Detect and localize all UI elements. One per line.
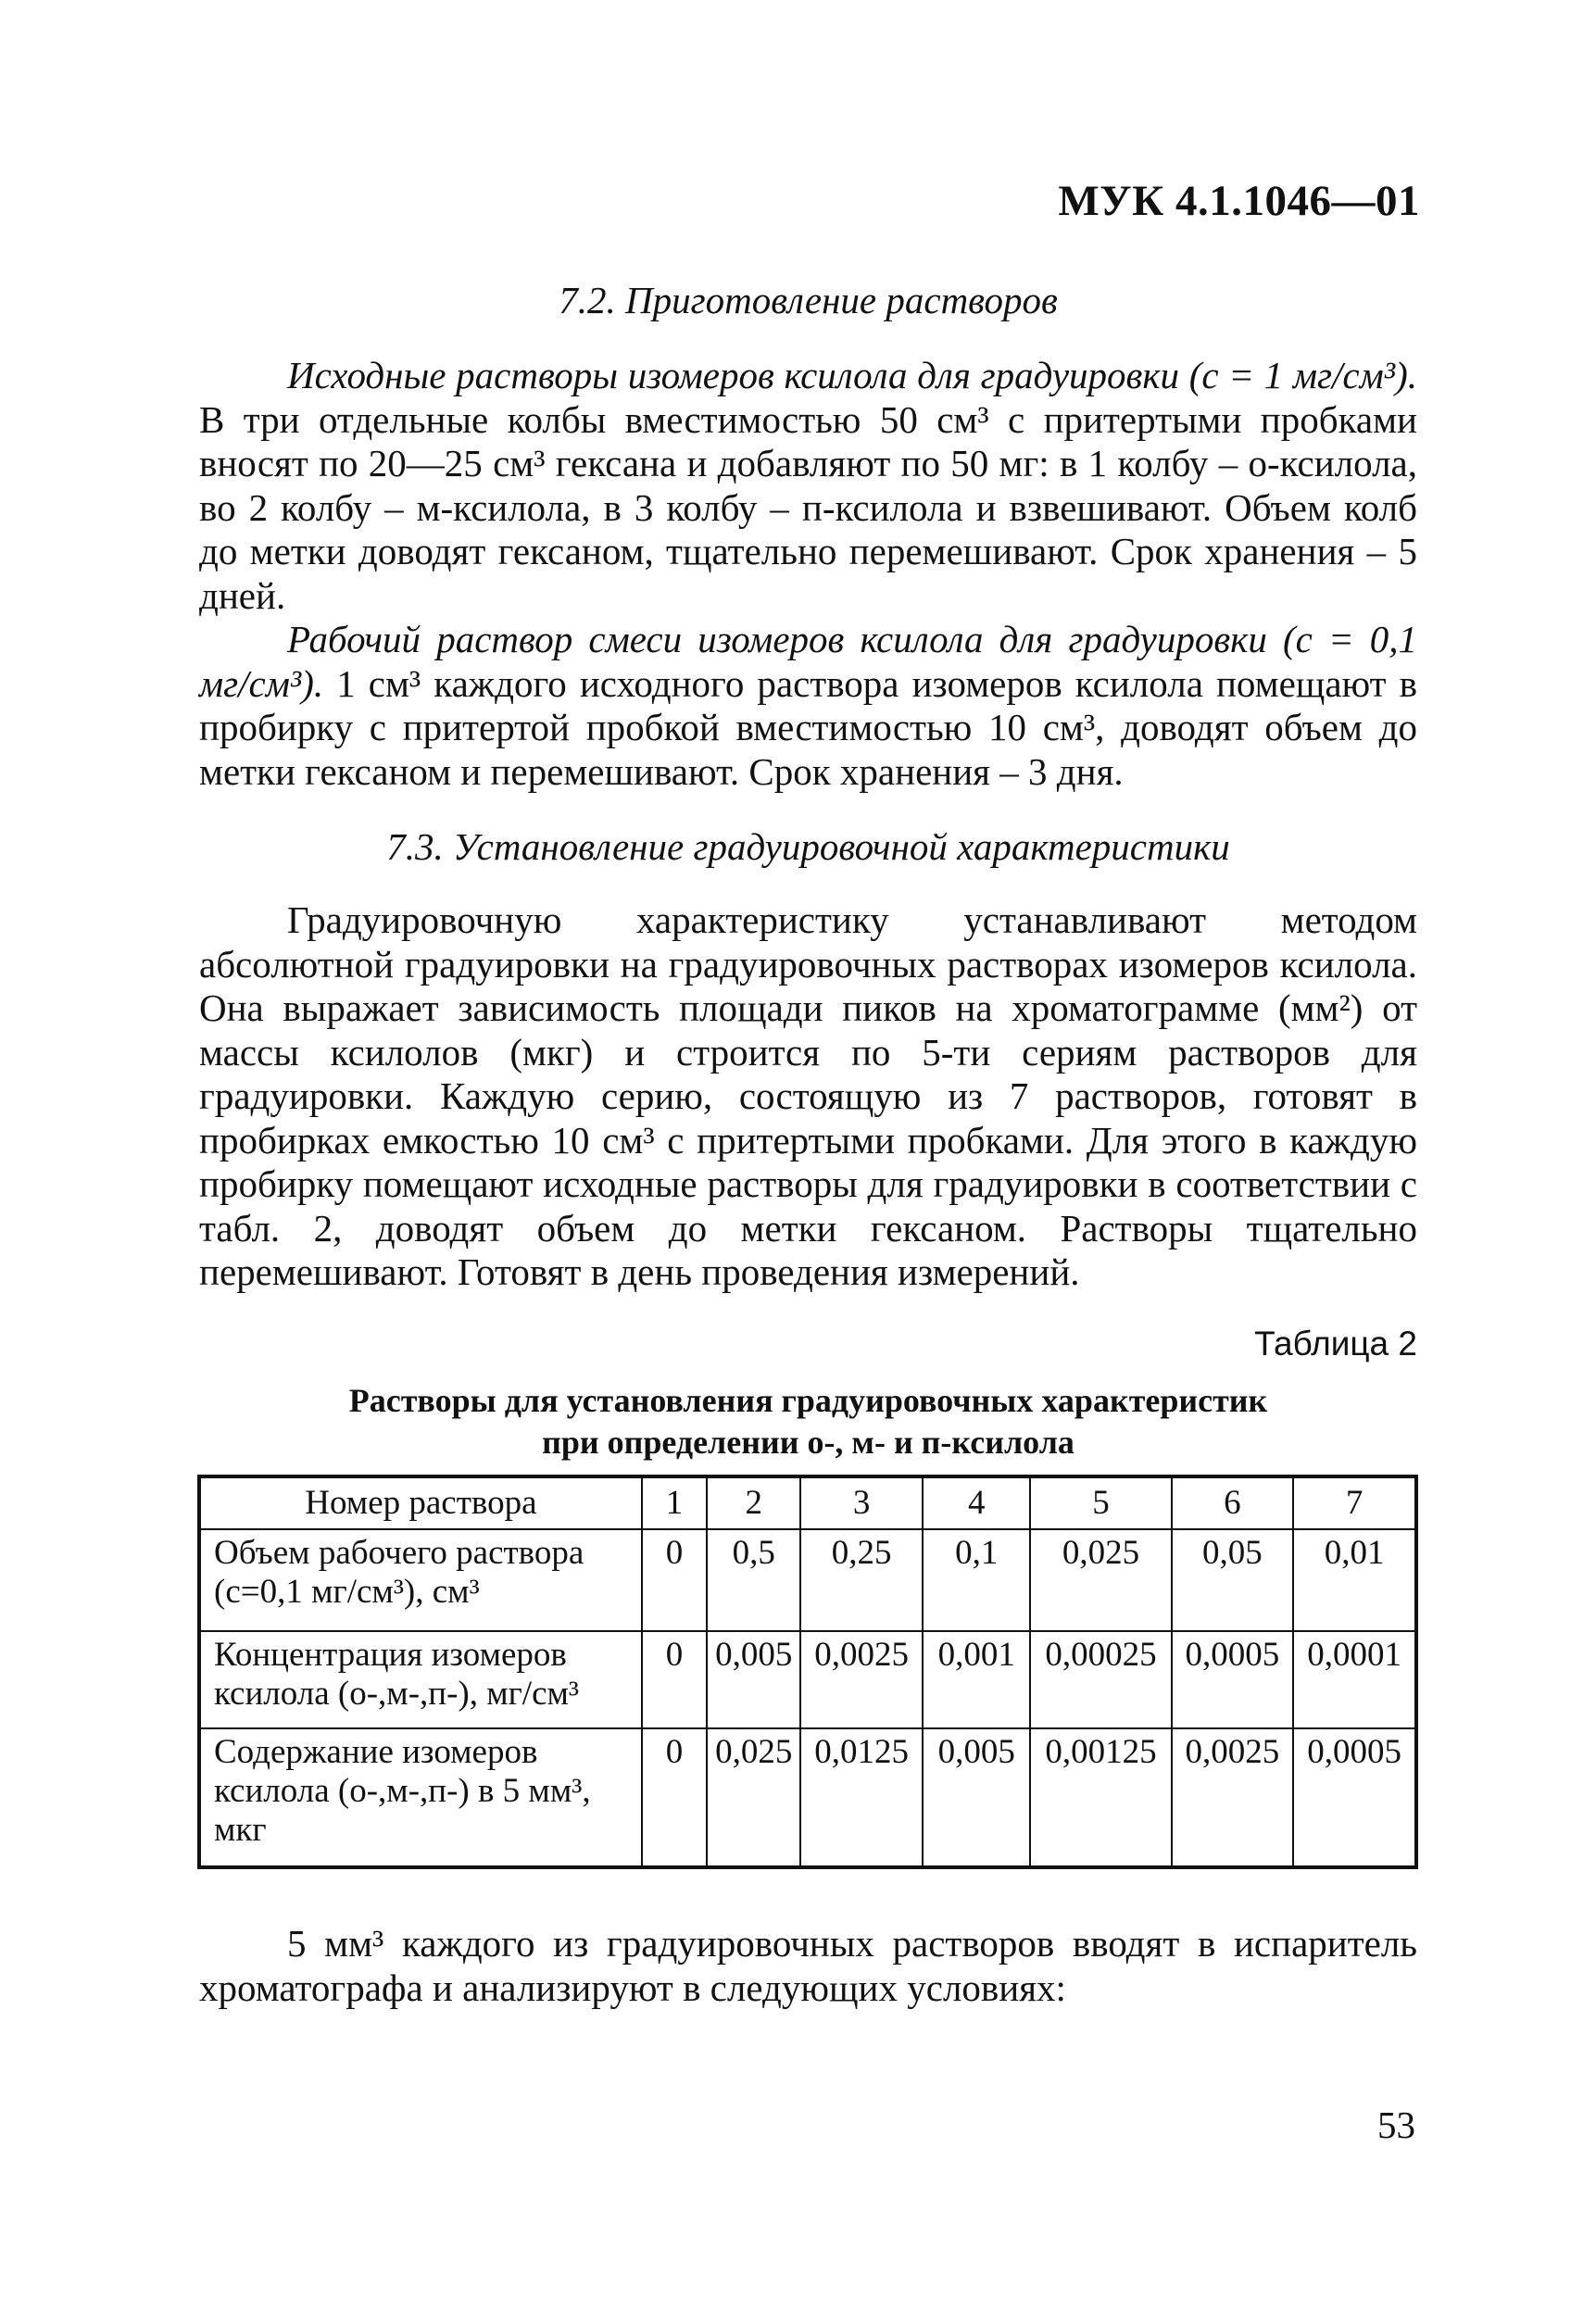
table-header-cell: 4 xyxy=(923,1476,1030,1529)
table-cell: 0,025 xyxy=(1030,1529,1171,1631)
table-cell: 0 xyxy=(642,1529,707,1631)
table-cell: 0,005 xyxy=(923,1728,1030,1867)
table-header-label: Номер раствора xyxy=(199,1476,642,1529)
table-header-cell: 7 xyxy=(1293,1476,1416,1529)
table-cell: 0,0005 xyxy=(1293,1728,1416,1867)
section-7-2 xyxy=(199,278,1417,794)
table-header-cell: 3 xyxy=(800,1476,923,1529)
stock-solutions-text: В три отдельные колбы вместимостью 50 см³ с притертыми пробками вносят по 20—25 см³ гексана и добавляют по 50 мг: в 1 колбу – о-ксилола, во 2 колбу – м-ксилола, в 3 колбу – п-ксилола и взвешивают. Объем колб до метки доводят гексаном, тщательно перемешивают. Срок хранения – 5 дней. xyxy=(199,397,1417,617)
table-header-row xyxy=(199,1476,1416,1529)
table-cell: 0,0001 xyxy=(1293,1631,1416,1728)
document-code: МУК 4.1.1046—01 xyxy=(1058,177,1420,225)
table-cell: 0,025 xyxy=(707,1728,800,1867)
table-cell: 0 xyxy=(642,1631,707,1728)
paragraph-working-solution xyxy=(199,618,1417,794)
calibration-solutions-table xyxy=(197,1475,1418,1869)
table-row-label: Концентрация изомеров ксилола (о-,м-,п-), мг/см³ xyxy=(199,1631,642,1728)
table-cell: 0,005 xyxy=(707,1631,800,1728)
working-solution-heading: Рабочий раствор смеси изомеров ксилола для градуировки (с = 0,1 мг/см³). xyxy=(199,618,1417,705)
table-cell: 0,0025 xyxy=(800,1631,923,1728)
table-cell: 0,0125 xyxy=(800,1728,923,1867)
table-cell: 0,00025 xyxy=(1030,1631,1171,1728)
section-title-7-2: 7.2. Приготовление растворов xyxy=(559,279,1058,321)
working-solution-text: 1 см³ каждого исходного раствора изомеров ксилола помещают в пробирку с притертой пробкой вместимостью 10 см³, доводят объем до метки гексаном и перемешивают. Срок хранения – 3 дня. xyxy=(199,661,1417,793)
table-cell: 0,01 xyxy=(1293,1529,1416,1631)
table-row xyxy=(199,1728,1416,1867)
table-header-cell: 2 xyxy=(707,1476,800,1529)
table-caption-line-2: при определении о-, м- и п-ксилола xyxy=(542,1424,1074,1461)
table-row-label: Содержание изомеров ксилола (о-,м-,п-) в 5 мм³, мкг xyxy=(199,1728,642,1867)
table-header-cell: 6 xyxy=(1172,1476,1294,1529)
paragraph-injection: 5 мм³ каждого из градуировочных растворов вводят в испаритель хроматографа и анализируют в следующих условиях: xyxy=(199,1922,1417,2009)
table-header-cell: 1 xyxy=(642,1476,707,1529)
table-cell: 0,1 xyxy=(923,1529,1030,1631)
page-number: 53 xyxy=(1377,2104,1415,2146)
table-row-label: Объем рабочего раствора (с=0,1 мг/см³), см³ xyxy=(199,1529,642,1631)
table-header-cell: 5 xyxy=(1030,1476,1171,1529)
paragraph-stock-solutions xyxy=(199,354,1417,618)
table-cell: 0,0005 xyxy=(1172,1631,1294,1728)
table-cell: 0,0025 xyxy=(1172,1728,1294,1867)
table-caption-line-1: Растворы для установления градуировочных характеристик xyxy=(348,1382,1268,1419)
table-cell: 0,5 xyxy=(707,1529,800,1631)
after-table-section xyxy=(199,1922,1417,2010)
table-row xyxy=(199,1631,1416,1728)
table-cell: 0,25 xyxy=(800,1529,923,1631)
table-cell: 0,00125 xyxy=(1030,1728,1171,1867)
table-cell: 0,001 xyxy=(923,1631,1030,1728)
paragraph-calibration: Градуировочную характеристику устанавливают методом абсолютной градуировки на градуировочных растворах изомеров ксилола. Она выражает зависимость площади пиков на хроматограмме (мм²) от массы ксилолов (мкг) и строится по 5-ти сериям растворов для градуировки. Каждую серию, состоящую из 7 растворов, готовят в пробирках емкостью 10 см³ с притертыми пробками. Для этого в каждую пробирку помещают исходные растворы для градуировки в соответствии с табл. 2, доводят объем до метки гексаном. Растворы тщательно перемешивают. Готовят в день проведения измерений. xyxy=(199,898,1417,1293)
table-caption xyxy=(199,1380,1417,1463)
table-label: Таблица 2 xyxy=(1254,1325,1417,1363)
table-row xyxy=(199,1529,1416,1631)
table-cell: 0 xyxy=(642,1728,707,1867)
section-title-7-3: 7.3. Установление градуировочной характеристики xyxy=(386,825,1230,868)
section-7-3 xyxy=(199,824,1417,1295)
stock-solutions-heading: Исходные растворы изомеров ксилола для градуировки (с = 1 мг/см³). xyxy=(287,354,1417,396)
table-cell: 0,05 xyxy=(1172,1529,1294,1631)
